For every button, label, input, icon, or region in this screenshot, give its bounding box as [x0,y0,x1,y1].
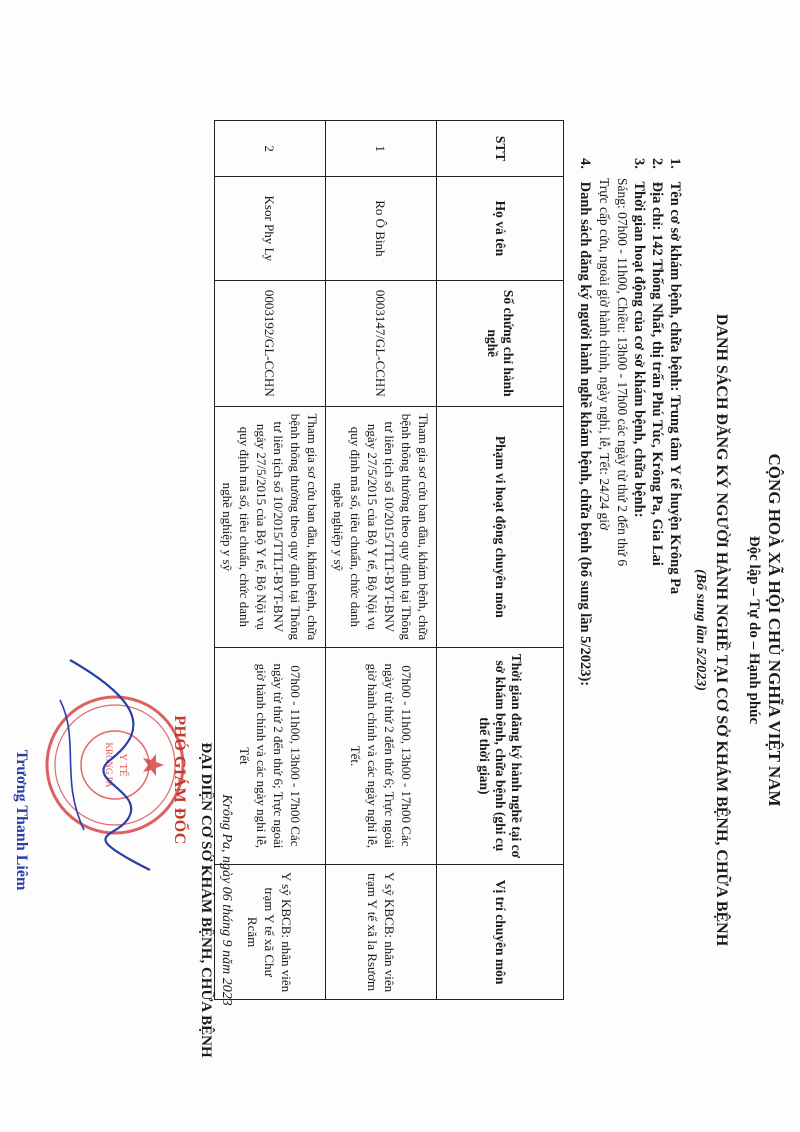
table-row [326,121,437,1000]
info-number: 3. [631,158,647,169]
cell-scope: Tham gia sơ cứu ban đầu, khám bệnh, chữa bệnh thông thường theo quy định tại Thông tư liên tịch số 10/2015/TTLT-BYT-BNV ngày 27/5/2015 của Bộ Y tế, Bộ Nội vụ quy định mã số, tiêu chuẩn, chức danh nghề nghiệp y sỹ [215,407,326,648]
svg-text:Y TẾ: Y TẾ [117,753,129,777]
info-item-address [648,158,666,566]
info-item-hours [630,158,648,518]
working-hours: Sáng: 07h00 - 11h00, Chiều: 13h00 - 17h00 các ngày từ thứ 2 đến thứ 6 [615,178,630,567]
hours-heading: Thời gian hoạt động của cơ sở khám bệnh, chữa bệnh: [631,181,647,518]
address-text: Địa chỉ: 142 Thống Nhất, thị trấn Phú Túc, Krông Pa, Gia Lai [649,181,665,566]
header-name: Họ và tên [437,177,564,280]
cell-certificate: 0003147/GL-CCHN [326,280,437,407]
representative-title: ĐẠI DIỆN CƠ SỞ KHÁM BỆNH, CHỮA BỆNH [198,742,214,1058]
list-heading: Danh sách đăng ký người hành nghề khám bệnh, chữa bệnh (bổ sung lần 5/2023): [577,181,593,687]
info-number: 4. [577,158,593,169]
cell-name: Ksor Phy Ly [215,177,326,280]
cell-scope: Tham gia sơ cứu ban đầu, khám bệnh, chữa bệnh thông thường theo quy định tại Thông tư liên tịch số 10/2015/TTLT-BYT-BNV ngày 27/5/2015 của Bộ Y tế, Bộ Nội vụ quy định mã số, tiêu chuẩn, chức danh nghề nghiệp y sỹ [326,407,437,648]
document-title: DANH SÁCH ĐĂNG KÝ NGƯỜI HÀNH NGHỀ TẠI CƠ SỞ KHÁM BỆNH, CHỮA BỆNH [713,313,730,947]
table-header-row [437,121,564,1000]
info-item-facility [666,158,684,594]
cell-stt: 2 [215,121,326,177]
signer-name: Trương Thanh Liêm [13,749,30,891]
info-item-list [576,158,594,686]
cell-time: 07h00 - 11h00, 13h00 - 17h00 Các ngày từ thứ 2 đến thứ 6; Trực ngoài giờ hành chính và các ngày nghỉ lễ, Tết. [326,647,437,864]
header-scope: Phạm vi hoạt động chuyên môn [437,407,564,648]
header-stt: STT [437,121,564,177]
cell-name: Ro Ô Bình [326,177,437,280]
cell-time: 07h00 - 11h00, 13h00 - 17h00 Các ngày từ thứ 2 đến thứ 6; Trực ngoài giờ hành chính và các ngày nghỉ lễ, Tết [215,647,326,864]
svg-text:KRÔNG PA: KRÔNG PA [104,742,114,788]
emergency-hours: Trực cấp cứu, ngoài giờ hành chính, ngày nghỉ, lễ, Tết: 24/24 giờ [597,178,612,531]
signature-icon [30,640,180,900]
place-date: Krông Pa, ngày 06 tháng 9 năm 2023 [219,794,234,1006]
header-time: Thời gian đăng ký hành nghề tại cơ sở khám bệnh, chữa bệnh (ghi cụ thể thời gian) [437,647,564,864]
cell-position: Y sỹ KBCB: nhân viên trạm Y tế xã Chư Rcăm [215,865,326,1000]
facility-name: Trung tâm Y tế huyện Krông Pa [667,394,683,595]
cell-certificate: 0003192/GL-CCHN [215,280,326,407]
info-number: 1. [667,158,683,169]
cell-position: Y sỹ KBCB: nhân viên trạm Y tế xã Ia Rsươm [326,865,437,1000]
national-motto: Độc lập – Tự do – Hạnh phúc [746,535,762,725]
supplement-note: (Bổ sung lần 5/2023) [693,569,708,691]
info-number: 2. [649,158,665,169]
practitioner-table [214,120,564,1000]
header-position: Vị trí chuyên môn [437,865,564,1000]
header-certificate: Số chứng chỉ hành nghề [437,280,564,407]
cell-stt: 1 [326,121,437,177]
deputy-director-label: PHÓ GIÁM ĐỐC [171,715,188,845]
republic-heading: CỘNG HOÀ XÃ HỘI CHỦ NGHĨA VIỆT NAM [765,453,784,807]
facility-label: Tên cơ sở khám bệnh, chữa bệnh: [667,181,683,392]
